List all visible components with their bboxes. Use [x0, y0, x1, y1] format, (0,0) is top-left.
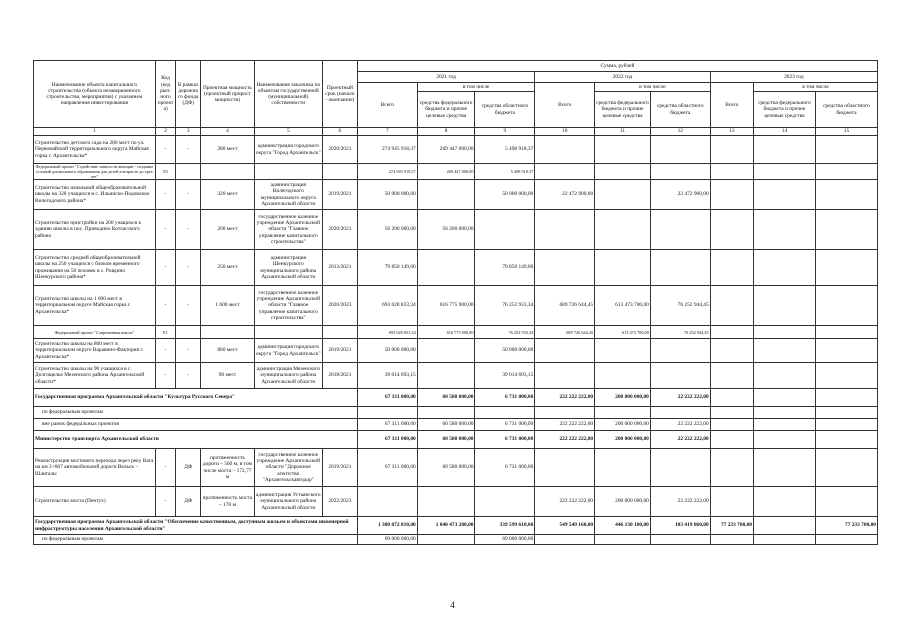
table-row	[34, 487, 878, 517]
table-cell	[815, 164, 877, 180]
table-cell: Строительство школы на 1 600 мест в территориальном округе Майская горка г. Архангельска*	[34, 286, 156, 326]
table-cell: 79 850 149,00	[357, 250, 417, 286]
table-cell: 50 000 000,00	[357, 339, 417, 363]
header-incl-2023: в том числе	[754, 83, 878, 92]
table-cell: администрация Устьянского муниципального района Архангельской области	[254, 487, 322, 517]
table-cell	[710, 487, 753, 517]
table-cell: государственное казенное учреждение Архангельской области "Главное управление капитального строительства"	[254, 210, 322, 250]
table-cell	[815, 210, 877, 250]
table-cell: администрация городского округа "Город Архангельск"	[254, 136, 322, 164]
summary-value: 549 549 160,00	[535, 517, 595, 535]
header-fed-2023: средства федерального бюджета и прочие целевые средства	[754, 92, 816, 128]
table-cell: 616 775 900,00	[417, 326, 475, 339]
table-cell	[754, 487, 816, 517]
table-cell: администрация городского округа "Город Архангельск"	[254, 339, 322, 363]
table-cell	[417, 487, 475, 517]
column-number: 11	[595, 128, 651, 136]
table-cell	[710, 250, 753, 286]
table-cell	[535, 363, 595, 389]
table-cell: протяженность моста – 170 м	[201, 487, 255, 517]
header-code: Код (код рып-ного проекта)	[155, 61, 176, 128]
table-cell	[754, 210, 816, 250]
header-fed-2022: средства федерального бюджета и прочие целевые средства	[595, 92, 651, 128]
table-cell	[322, 164, 357, 180]
table-cell: 50 000 000,00	[475, 339, 535, 363]
summary-value	[710, 389, 753, 407]
table-cell	[815, 136, 877, 164]
header-year-2022: 2022 год	[535, 72, 710, 83]
table-cell: 2019/2021	[322, 449, 357, 487]
summary-value	[754, 389, 816, 407]
table-cell: 1 600 мест	[201, 286, 255, 326]
table-cell: государственное казенное учреждение Архангельской области "Дорожное агентство "Архангельскавтодор"	[254, 449, 322, 487]
column-number: 15	[815, 128, 877, 136]
summary-title: Министерство транспорта Архангельской области	[34, 431, 358, 449]
column-number: 3	[176, 128, 201, 136]
table-row	[34, 210, 878, 250]
table-cell	[535, 449, 595, 487]
table-cell	[595, 164, 651, 180]
table-cell	[754, 250, 816, 286]
table-cell: 22 222 222,00	[650, 487, 710, 517]
summary-value: 60 580 000,00	[417, 389, 475, 407]
summary-value: 22 222 222,00	[650, 431, 710, 449]
summary-value: 200 000 000,00	[595, 419, 651, 431]
header-capacity: Проектная мощность (проектный прирост мощности)	[201, 61, 255, 128]
table-cell: 2022/2023	[322, 487, 357, 517]
table-cell	[650, 363, 710, 389]
header-incl-2021: в том числе	[417, 83, 535, 92]
table-cell	[815, 363, 877, 389]
summary-value	[815, 407, 877, 419]
table-cell: -	[155, 363, 176, 389]
summary-row	[34, 389, 878, 407]
table-cell	[595, 339, 651, 363]
table-cell: 6 731 000,00	[475, 449, 535, 487]
table-cell: 269 447 000,00	[417, 136, 475, 164]
budget-table-container	[33, 60, 878, 545]
table-cell	[815, 449, 877, 487]
summary-row	[34, 431, 878, 449]
table-cell	[815, 286, 877, 326]
table-cell	[710, 363, 753, 389]
header-total-2022: Всего	[535, 83, 595, 128]
summary-value	[650, 407, 710, 419]
column-number: 6	[322, 128, 357, 136]
summary-value	[815, 431, 877, 449]
table-cell: 76 252 944,45	[650, 326, 710, 339]
summary-value	[595, 407, 651, 419]
summary-row	[34, 407, 878, 419]
table-cell: 90 мест	[201, 363, 255, 389]
table-row	[34, 339, 878, 363]
table-cell	[754, 180, 816, 210]
table-cell	[322, 326, 357, 339]
table-cell: -	[176, 339, 201, 363]
table-cell	[710, 180, 753, 210]
summary-value	[535, 407, 595, 419]
summary-value: 60 580 000,00	[417, 419, 475, 431]
summary-value: 6 731 000,00	[475, 431, 535, 449]
summary-title: по федеральным проектам	[34, 407, 358, 419]
summary-row	[34, 517, 878, 535]
table-cell: 280 мест	[201, 136, 255, 164]
page-number: 4	[450, 600, 455, 610]
table-cell	[815, 487, 877, 517]
table-cell: 5 498 918,37	[475, 136, 535, 164]
table-cell: -	[155, 286, 176, 326]
table-cell: 39 014 693,15	[357, 363, 417, 389]
summary-title: Государственная программа Архангельской области "Культура Русского Севера"	[34, 389, 358, 407]
table-cell: 693 028 833,34	[357, 326, 417, 339]
table-cell: 2020/2023	[322, 286, 357, 326]
table-cell: 2020/2021	[322, 210, 357, 250]
table-cell: 613 473 700,00	[595, 326, 651, 339]
table-cell: Е1	[155, 326, 176, 339]
table-cell: Строительство пристройки на 200 учащихся к зданию школы в пос. Приводино Котласского района	[34, 210, 156, 250]
table-cell: 56 200 000,00	[417, 210, 475, 250]
summary-value: 77 233 700,00	[710, 517, 753, 535]
table-cell	[595, 180, 651, 210]
table-row	[34, 164, 878, 180]
summary-value	[815, 389, 877, 407]
table-cell: 50 000 000,00	[357, 180, 417, 210]
table-cell: 67 311 000,00	[357, 449, 417, 487]
table-cell	[650, 250, 710, 286]
table-cell: 76 252 933,34	[475, 286, 535, 326]
table-cell: Строительство школы на 90 учащихся в с. Долгощелье Мезенского района Архангельской области*	[34, 363, 156, 389]
table-row	[34, 286, 878, 326]
table-cell	[754, 136, 816, 164]
table-cell: Федеральный проект "Содействие занятости женщин - создание условий дошкольного образования для детей в возрасте до трех лет"	[35, 164, 154, 179]
summary-value	[357, 407, 417, 419]
table-cell: 689 726 644,45	[535, 326, 595, 339]
table-cell: Федеральный проект "Современная школа"	[34, 326, 156, 339]
table-cell	[650, 449, 710, 487]
summary-value: 339 599 610,00	[475, 517, 535, 535]
table-row	[34, 449, 878, 487]
column-number: 7	[357, 128, 417, 136]
column-number: 9	[475, 128, 535, 136]
table-cell: 613 473 700,00	[595, 286, 651, 326]
table-cell: -	[155, 339, 176, 363]
summary-value: 1 380 072 810,00	[357, 517, 417, 535]
header-road-fund: В рамках дорожного фонда (ДФ)	[176, 61, 201, 128]
summary-value: 1 040 473 200,00	[417, 517, 475, 535]
column-number: 10	[535, 128, 595, 136]
table-cell: 22 472 900,00	[650, 180, 710, 210]
table-cell	[650, 339, 710, 363]
table-cell: -	[155, 180, 176, 210]
summary-value: 77 233 700,00	[815, 517, 877, 535]
table-cell	[254, 164, 322, 180]
summary-value	[754, 535, 816, 545]
header-incl-2022: в том числе	[595, 83, 711, 92]
summary-value	[595, 535, 651, 545]
table-cell: 2018/2021	[322, 363, 357, 389]
table-row	[34, 363, 878, 389]
summary-value: 60 580 000,00	[417, 431, 475, 449]
summary-value	[754, 419, 816, 431]
header-fed-2021: средства федерального бюджета и прочие целевые средства	[417, 92, 475, 128]
summary-row	[34, 419, 878, 431]
table-cell: Строительство средней общеобразовательной школы на 250 учащихся с блоком временного проживания на 50 человек в с. Ровдино Шенкурского района*	[34, 250, 156, 286]
table-cell: -	[155, 210, 176, 250]
table-cell	[417, 250, 475, 286]
table-cell: 2020/2021	[322, 136, 357, 164]
table-cell: 689 726 644,45	[535, 286, 595, 326]
table-cell: 269 447 000,00	[417, 164, 475, 180]
table-cell	[475, 487, 535, 517]
summary-value	[535, 535, 595, 545]
summary-title: вне рамок федеральных проектов	[34, 419, 358, 431]
summary-value	[754, 407, 816, 419]
table-cell: ДФ	[176, 487, 201, 517]
table-cell: Строительство детского сада на 280 мест по ул. Первомайской территориального округа Майская горка г. Архангельска*	[34, 136, 156, 164]
table-cell	[754, 449, 816, 487]
column-number: 13	[710, 128, 753, 136]
table-cell	[710, 339, 753, 363]
table-cell	[650, 210, 710, 250]
table-cell: 39 014 693,15	[475, 363, 535, 389]
table-cell: 222 222 222,00	[535, 487, 595, 517]
table-cell: -	[155, 250, 176, 286]
summary-value	[710, 419, 753, 431]
summary-value	[710, 431, 753, 449]
table-cell: 76 252 944,45	[650, 286, 710, 326]
summary-value: 222 222 222,00	[535, 389, 595, 407]
table-cell: 5 498 918,37	[475, 164, 535, 180]
table-cell	[595, 449, 651, 487]
table-cell	[710, 326, 753, 339]
table-cell: -	[176, 363, 201, 389]
table-cell: 22 472 900,00	[535, 180, 595, 210]
table-cell	[650, 164, 710, 180]
table-cell	[176, 164, 201, 180]
table-cell: 76 252 933,34	[475, 326, 535, 339]
table-cell: -	[176, 210, 201, 250]
column-number: 1	[34, 128, 156, 136]
table-cell: администрация Мезенского муниципального района Архангельской области	[254, 363, 322, 389]
table-cell: -	[176, 286, 201, 326]
table-cell	[535, 210, 595, 250]
summary-value	[417, 535, 475, 545]
column-number-row	[34, 128, 878, 136]
table-cell: -	[155, 449, 176, 487]
summary-value	[417, 407, 475, 419]
summary-value: 69 000 000,00	[357, 535, 417, 545]
summary-value: 22 222 222,00	[650, 419, 710, 431]
table-row	[34, 180, 878, 210]
summary-value: 67 311 000,00	[357, 431, 417, 449]
table-cell	[475, 210, 535, 250]
header-object-name: Наименование объекта капитального строительства (объекта незавершенного строительства, мероприятия) с указанием направления инвестирования	[34, 61, 156, 128]
table-cell: -	[155, 136, 176, 164]
summary-row	[34, 535, 878, 545]
summary-title: по федеральным проектам	[34, 535, 358, 545]
table-cell	[201, 326, 255, 339]
summary-value	[815, 419, 877, 431]
table-cell	[650, 136, 710, 164]
summary-value: 6 731 000,00	[475, 419, 535, 431]
table-cell: -	[176, 250, 201, 286]
table-cell: 56 200 000,00	[357, 210, 417, 250]
table-cell: ДФ	[176, 449, 201, 487]
summary-value	[650, 535, 710, 545]
table-cell	[754, 339, 816, 363]
table-cell: 250 мест	[201, 250, 255, 286]
summary-title: Государственная программа Архангельской области "Обеспечение качественным, доступным жильем и объектами инженерной инфраструктуры населения Архангельской области"	[34, 517, 358, 535]
table-row	[34, 326, 878, 339]
table-cell	[201, 164, 255, 180]
table-cell: 274 945 918,37	[357, 164, 417, 180]
table-cell: Строительство моста (Пентух)	[34, 487, 156, 517]
table-cell: Реконструкция мостового перехода через реку Вага на км 2+067 автомобильной дороги Вельск – Шангалы	[34, 449, 156, 487]
table-cell: 200 000 000,00	[595, 487, 651, 517]
table-cell	[595, 136, 651, 164]
table-cell	[595, 210, 651, 250]
table-cell: 50 000 000,00	[475, 180, 535, 210]
summary-value: 200 000 000,00	[595, 431, 651, 449]
header-total-2023: Всего	[710, 83, 753, 128]
summary-value: 22 222 222,00	[650, 389, 710, 407]
table-cell	[754, 164, 816, 180]
table-cell	[815, 339, 877, 363]
table-cell	[710, 136, 753, 164]
summary-value	[710, 535, 753, 545]
table-cell: -	[155, 487, 176, 517]
summary-value: 222 222 222,00	[535, 419, 595, 431]
table-cell	[417, 363, 475, 389]
table-cell: 2019/2021	[322, 339, 357, 363]
summary-value: 67 311 000,00	[357, 419, 417, 431]
table-cell: 200 мест	[201, 210, 255, 250]
header-sum: Сумма, рублей	[357, 61, 877, 72]
table-cell: 60 580 000,00	[417, 449, 475, 487]
header-reg-2021: средства областного бюджета	[475, 92, 535, 128]
summary-value: 446 130 100,00	[595, 517, 651, 535]
summary-value: 69 000 000,00	[475, 535, 535, 545]
header-reg-2023: средства областного бюджета	[815, 92, 877, 128]
table-cell: 2019/2021	[322, 180, 357, 210]
table-cell: 320 мест	[201, 180, 255, 210]
table-cell: -	[176, 136, 201, 164]
table-cell	[176, 326, 201, 339]
column-number: 4	[201, 128, 255, 136]
summary-value: 222 222 222,00	[535, 431, 595, 449]
summary-value	[710, 407, 753, 419]
table-cell: -	[176, 180, 201, 210]
table-cell	[754, 363, 816, 389]
table-row	[34, 136, 878, 164]
table-cell	[535, 164, 595, 180]
table-cell	[535, 136, 595, 164]
header-year-2023: 2023 год	[710, 72, 877, 83]
column-number: 2	[155, 128, 176, 136]
summary-value: 103 419 060,00	[650, 517, 710, 535]
table-cell	[710, 210, 753, 250]
table-cell	[535, 250, 595, 286]
table-cell: протяженность дороги – 560 м, в том числе моста – 172,77 м	[201, 449, 255, 487]
table-cell	[535, 339, 595, 363]
table-row	[34, 250, 878, 286]
table-cell: администрация Вилегодского муниципального округа Архангельской области	[254, 180, 322, 210]
table-cell	[417, 339, 475, 363]
table-cell	[595, 250, 651, 286]
table-cell	[710, 286, 753, 326]
table-cell: Строительство начальной общеобразовательной школы на 320 учащихся в с. Ильинско-Подомское Вилегодского района*	[34, 180, 156, 210]
column-number: 8	[417, 128, 475, 136]
summary-value	[815, 535, 877, 545]
header-term: Проектный срок (начало - окончание)	[322, 61, 357, 128]
table-cell: 693 028 833,34	[357, 286, 417, 326]
summary-value	[475, 407, 535, 419]
header-reg-2022: средства областного бюджета	[650, 92, 710, 128]
table-cell: 616 775 900,00	[417, 286, 475, 326]
summary-value: 67 311 000,00	[357, 389, 417, 407]
budget-table	[33, 60, 878, 545]
summary-value: 200 000 000,00	[595, 389, 651, 407]
table-cell	[815, 180, 877, 210]
column-number: 12	[650, 128, 710, 136]
summary-value: 6 731 000,00	[475, 389, 535, 407]
table-cell	[357, 487, 417, 517]
table-cell	[417, 180, 475, 210]
table-cell: 2013/2021	[322, 250, 357, 286]
table-cell	[254, 326, 322, 339]
summary-value	[754, 431, 816, 449]
header-customer: Наименование заказчика по объектам государственной (муниципальной) собственности	[254, 61, 322, 128]
table-cell: 274 945 918,37	[357, 136, 417, 164]
header-year-2021: 2021 год	[357, 72, 534, 83]
table-cell: Строительство школы на 860 мест в территориальном округе Варавино-Фактория г. Архангельска*	[34, 339, 156, 363]
table-cell: Р2	[155, 164, 176, 180]
table-cell: 79 850 149,00	[475, 250, 535, 286]
table-cell	[754, 286, 816, 326]
table-cell: администрация Шенкурского муниципального района Архангельской области	[254, 250, 322, 286]
table-cell	[815, 250, 877, 286]
table-cell	[815, 326, 877, 339]
table-cell	[710, 164, 753, 180]
column-number: 5	[254, 128, 322, 136]
table-cell	[754, 326, 816, 339]
header-total-2021: Всего	[357, 83, 417, 128]
column-number: 14	[754, 128, 816, 136]
table-cell	[710, 449, 753, 487]
summary-value	[754, 517, 816, 535]
table-cell: 860 мест	[201, 339, 255, 363]
table-cell	[595, 363, 651, 389]
table-cell: государственное казенное учреждение Архангельской области "Главное управление капитального строительства"	[254, 286, 322, 326]
